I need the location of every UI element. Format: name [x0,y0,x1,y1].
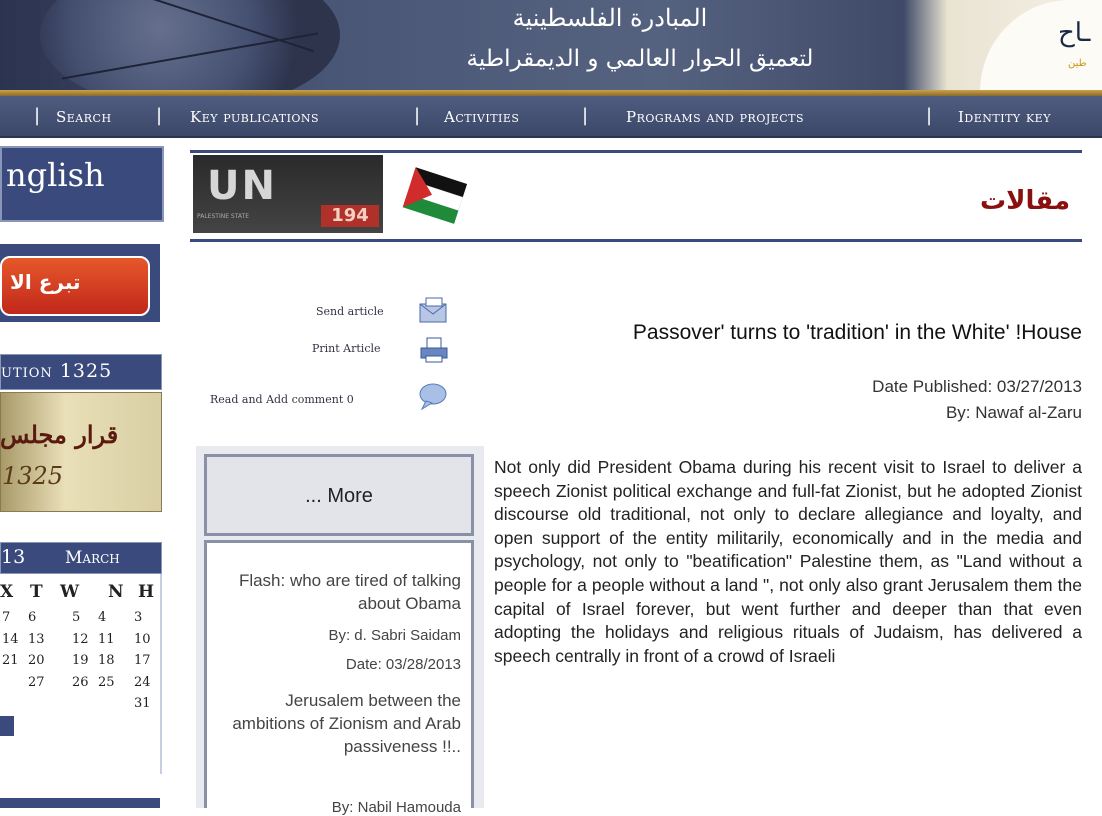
resolution-heading [0,354,162,390]
palestine-flag-icon [398,160,468,230]
article-body: Not only did President Obama during his recent visit to Israel to deliver a speech Zionist political exchange and full-fat Zionist, but he adopted Zionist discourse old traditional, not only to declare allegiance and loyalty, and open support of the entity militarily, economically and in the media and psychology, not only to "beatification" Palestine them, as "Land without a people for a people without a land ", not only also grant Jerusalem them the capital of Israel forever, but went further and deeper than that even adopting the holidays and religious rituals of Judaism, has delivered a speech centrally in front of a crowd of Israeli [494,457,1082,666]
site-title-line2: لتعميق الحوار العالمي و الديمقراطية [466,46,814,72]
un-logo-number: 194 [321,205,379,227]
calendar-day-header: W [60,582,80,602]
resolution-banner-text: قرار مجلس [0,420,119,449]
calendar-day[interactable]: 12 [72,631,89,647]
nav-item-activities[interactable]: Activities [444,108,520,126]
more-article-title[interactable]: Flash: who are tired of talking about Obama [238,571,461,613]
calendar-day[interactable]: 6 [28,610,37,625]
calendar-day[interactable]: 4 [98,610,107,625]
more-articles-list [204,540,474,816]
language-label: nglish [6,156,105,194]
print-article-link[interactable]: Print Article [312,342,381,355]
nav-item-key-publications[interactable]: Key publications [190,108,320,126]
printer-icon[interactable] [418,336,450,364]
calendar-day-header: N [108,582,124,602]
calendar-day[interactable]: 20 [28,653,45,668]
calendar-day[interactable]: 13 [28,631,45,647]
calendar-day[interactable]: 19 [72,653,89,668]
calendar-day[interactable]: 5 [72,610,81,625]
nav-separator: | [582,105,589,126]
nav-item-identity-key[interactable]: Identity key [958,108,1051,126]
calendar-day[interactable]: 31 [134,696,151,711]
send-article-link[interactable]: Send article [316,305,384,318]
more-articles-header[interactable] [204,454,474,536]
calendar-day[interactable]: 27 [28,674,45,690]
site-logo-subtext: طين [1068,58,1087,69]
donate-label: تبرع الا [10,270,81,294]
resolution-heading-label: ution 1325 [1,360,113,382]
un-194-logo[interactable] [193,155,383,233]
more-article-author: By: d. Sabri Saidam [328,627,461,644]
more-article-title[interactable]: Jerusalem between the ambitions of Zionism and Arab passiveness !!.. [232,691,461,756]
resolution-banner[interactable] [0,392,162,512]
site-title-line1: المبادرة الفلسطينية [512,4,708,32]
more-article-date: Date: 03/28/2013 [345,656,461,673]
un-logo-text: UN [207,163,277,209]
section-title: مقالات [980,186,1071,216]
calendar-day[interactable]: 25 [98,674,115,690]
comments-link[interactable]: Read and Add comment 0 [210,393,354,406]
calendar-day[interactable]: 18 [98,653,115,668]
article-author: By: Nawaf al-Zaru [945,403,1082,422]
calendar-day[interactable]: 7 [2,610,11,625]
calendar-month: March [65,548,120,568]
calendar-day-header: X [0,582,14,602]
more-articles-label: ... More [305,485,373,507]
nav-item-programs[interactable]: Programs and projects [626,108,805,126]
nav-separator: | [34,105,41,126]
calendar-day[interactable]: 17 [134,653,151,668]
nav-item-search[interactable]: Search [56,108,112,126]
calendar-day[interactable]: 26 [72,674,89,690]
language-switch-english[interactable] [0,146,164,222]
site-logo[interactable]: ـاح [1058,18,1091,48]
un-logo-caption: PALESTINE STATE [197,213,250,220]
calendar-day[interactable]: 14 [2,631,19,647]
main-nav [0,96,1102,138]
article-date: Date Published: 03/27/2013 [872,377,1082,396]
calendar-day[interactable]: 10 [134,631,151,647]
calendar-day[interactable]: 3 [134,610,143,625]
nav-separator: | [414,105,421,126]
calendar-day-header: H [138,582,155,602]
calendar-selected-day[interactable] [0,716,14,736]
send-envelope-icon[interactable] [418,296,450,324]
calendar-day[interactable]: 11 [98,631,115,647]
calendar-day[interactable]: 21 [2,653,19,668]
more-article-author: By: Nabil Hamouda [331,799,461,816]
resolution-banner-number: 1325 [2,462,64,490]
calendar-day-header: T [30,582,43,602]
sidebar-footer [0,798,160,808]
calendar-header [0,542,162,574]
comment-bubble-icon[interactable] [416,382,448,410]
article-title: Passover' turns to 'tradition' in the White' !House [632,321,1082,344]
nav-separator: | [156,105,163,126]
donate-button[interactable] [0,256,150,316]
nav-separator: | [926,105,933,126]
calendar-year: 13 [1,546,26,568]
calendar-day[interactable]: 24 [134,674,151,690]
